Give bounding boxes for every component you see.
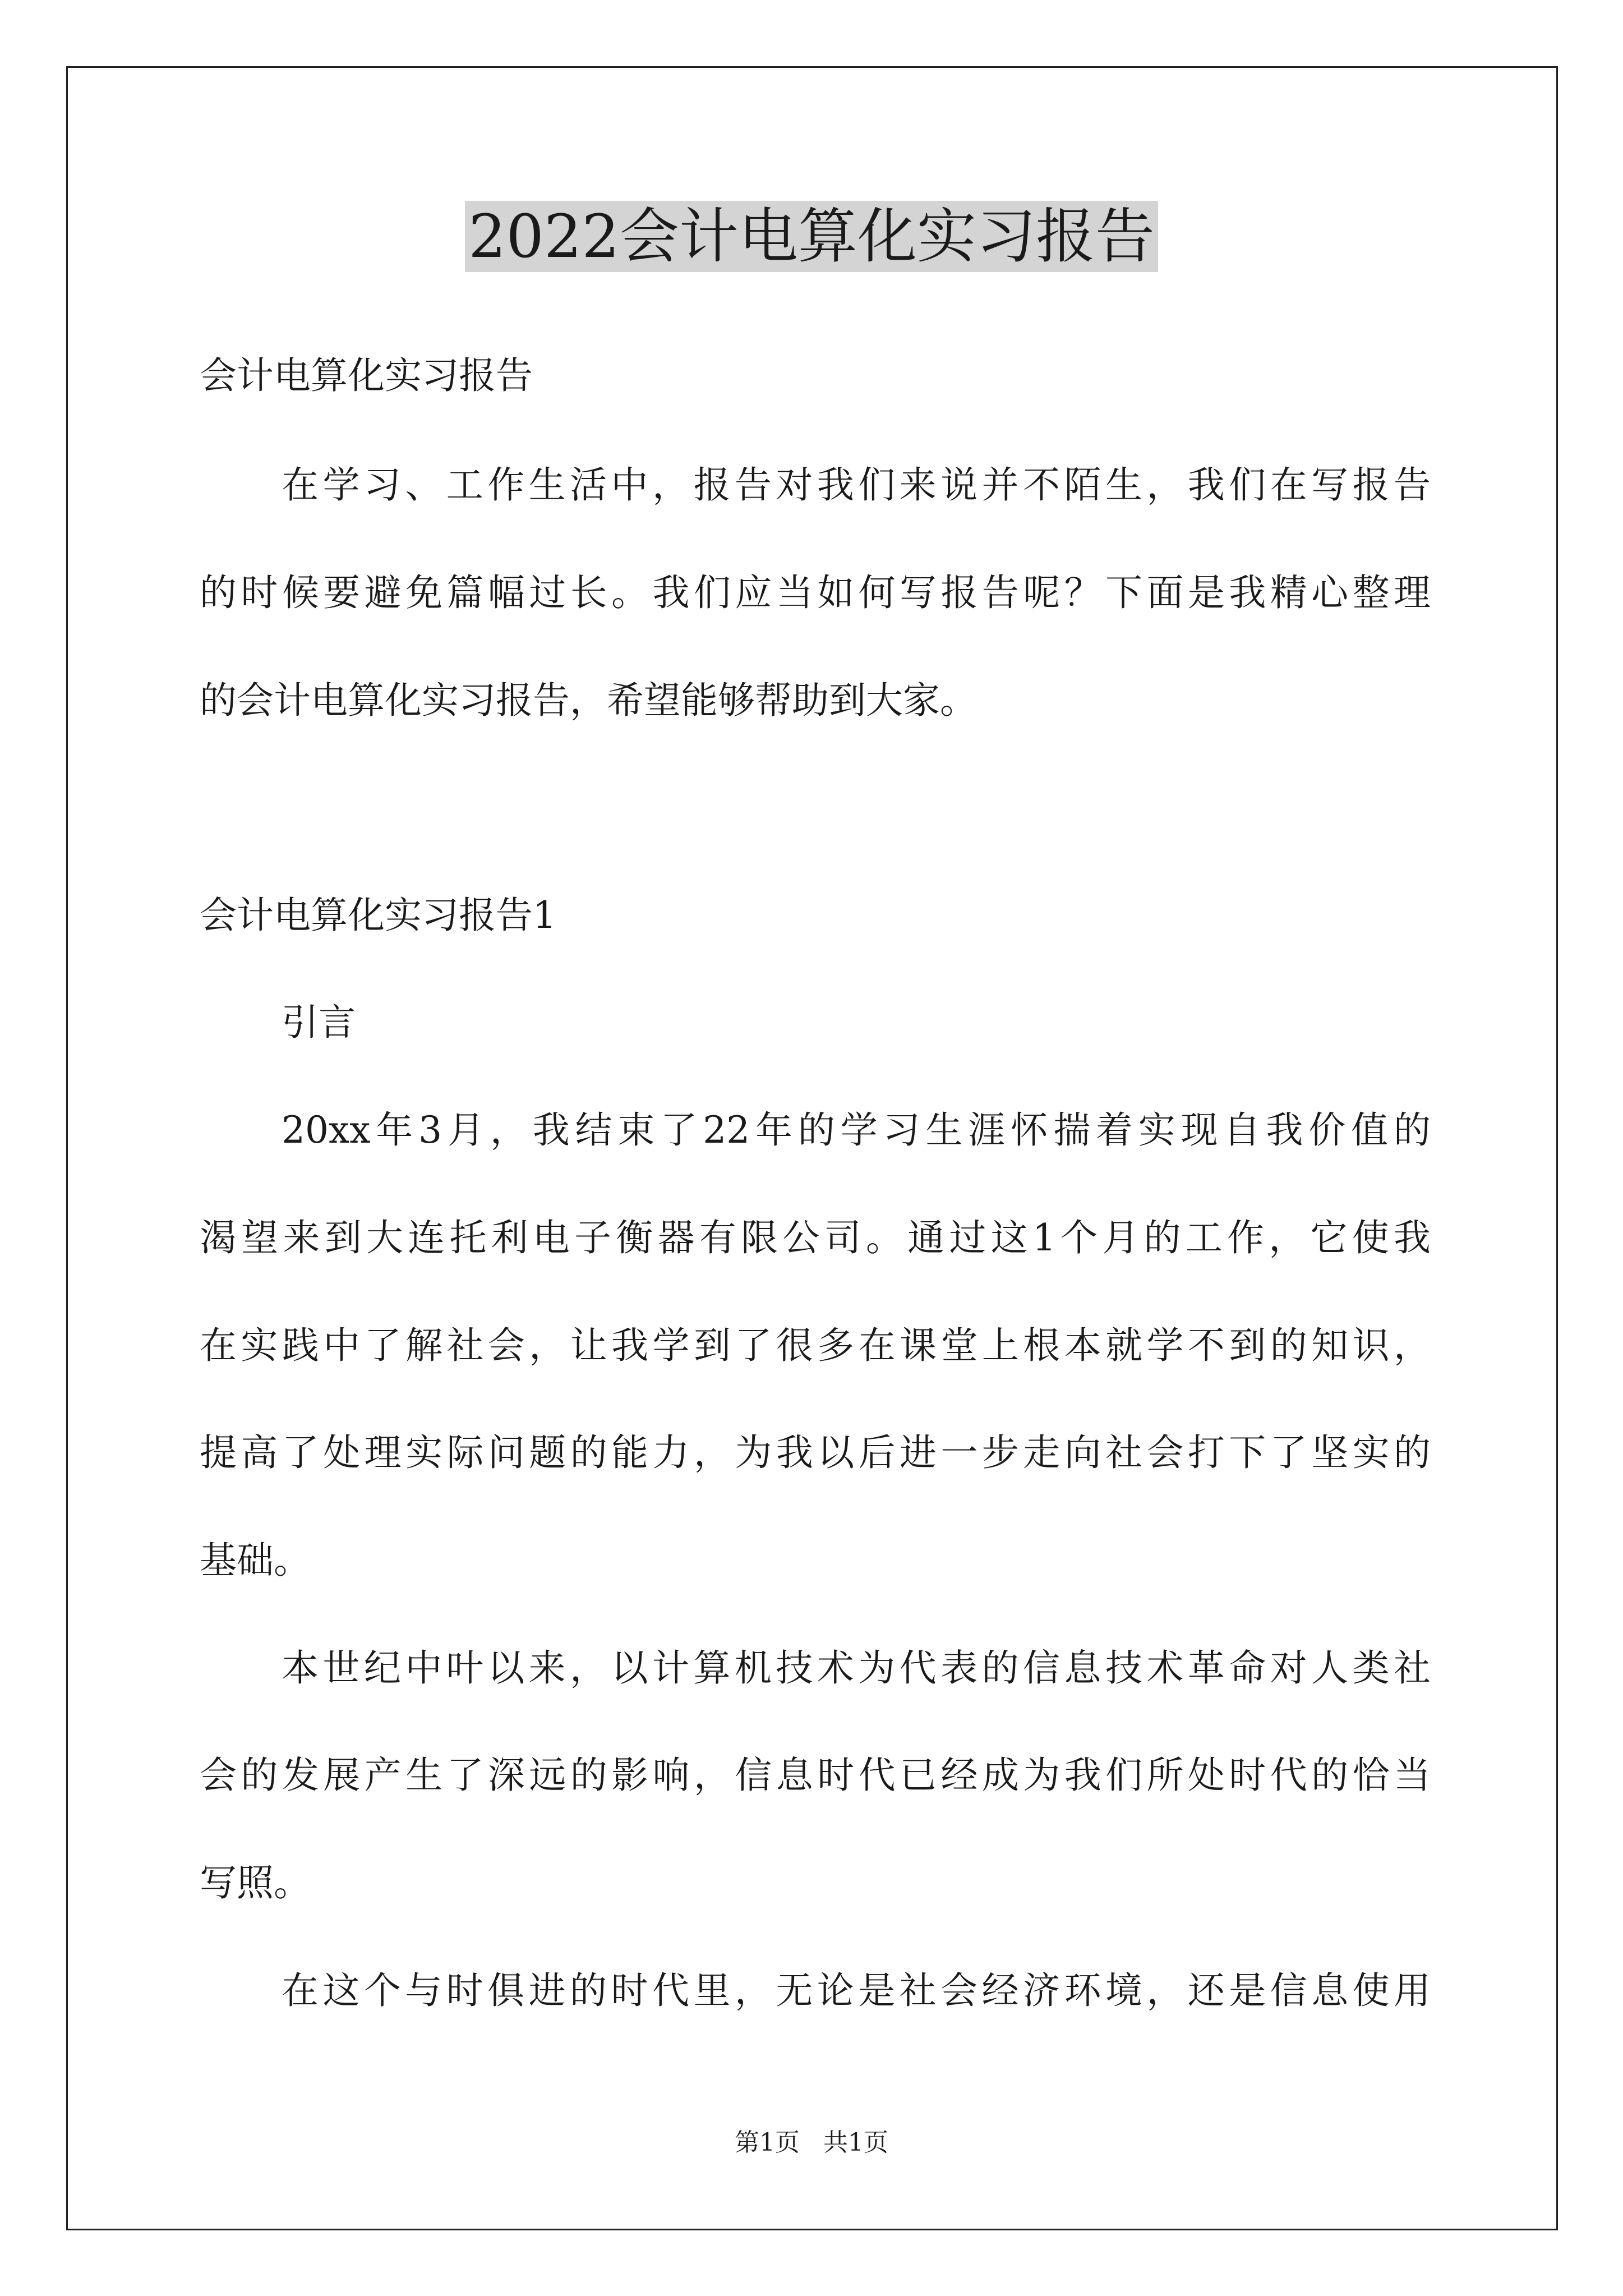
para2-line-3: 写照。: [200, 1861, 311, 1904]
document-title-text: 2022会计电算化实习报告: [465, 201, 1158, 272]
document-subtitle: 会计电算化实习报告: [200, 354, 533, 397]
para1-line-3: 在实践中了解社会，让我学到了很多在课堂上根本就学不到的知识，: [200, 1324, 1431, 1367]
para2-line-1: 本世纪中叶以来，以计算机技术为代表的信息技术革命对人类社: [282, 1646, 1431, 1690]
para3-line-1: 在这个与时俱进的时代里，无论是社会经济环境，还是信息使用: [282, 1969, 1431, 2012]
para1-line-5: 基础。: [200, 1539, 311, 1582]
intro-line-1: 在学习、工作生活中，报告对我们来说并不陌生，我们在写报告: [282, 463, 1431, 507]
para1-line-1: 20xx年3月，我结束了22年的学习生涯怀揣着实现自我价值的: [282, 1108, 1431, 1152]
section-heading: 会计电算化实习报告1: [200, 894, 556, 937]
subheading-intro: 引言: [282, 1001, 356, 1044]
intro-line-2: 的时候要避免篇幅过长。我们应当如何写报告呢？下面是我精心整理: [200, 571, 1431, 614]
intro-line-3: 的会计电算化实习报告，希望能够帮助到大家。: [200, 679, 977, 722]
page-footer: 第1页 共1页: [735, 2128, 888, 2157]
para2-line-2: 会的发展产生了深远的影响，信息时代已经成为我们所处时代的恰当: [200, 1754, 1431, 1797]
para1-line-2: 渴望来到大连托利电子衡器有限公司。通过这1个月的工作，它使我: [200, 1216, 1431, 1259]
document-title: [0, 197, 1623, 276]
para1-line-4: 提高了处理实际问题的能力，为我以后进一步走向社会打下了坚实的: [200, 1431, 1431, 1474]
